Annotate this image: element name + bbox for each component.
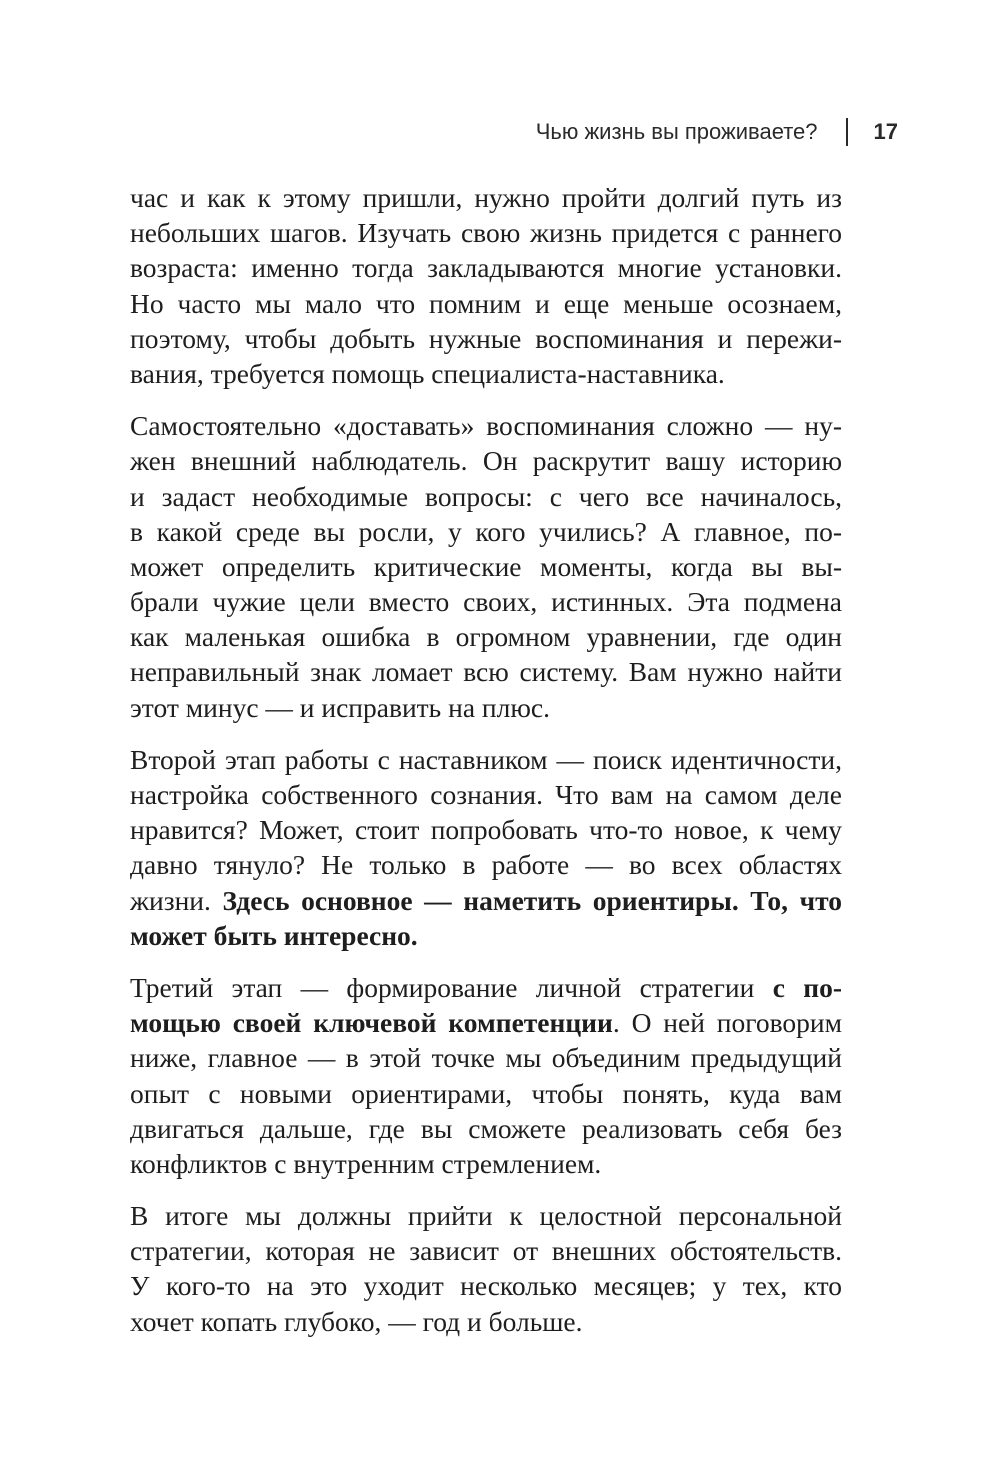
- text-line: [130, 883, 842, 918]
- paragraph: [130, 742, 842, 953]
- text-run: Но часто мы мало что помним и еще меньше осознаем,: [130, 287, 842, 319]
- text-line: [130, 321, 842, 356]
- text-line: [130, 549, 842, 584]
- text-run: как маленькая ошибка в огромном уравнении, где один: [130, 621, 842, 653]
- text-run: Третий этап — формирование личной стратегии: [130, 971, 773, 1003]
- text-line: [130, 777, 842, 812]
- text-line: [130, 619, 842, 654]
- paragraph: [130, 180, 842, 391]
- header-divider: [846, 118, 848, 146]
- text-line: [130, 1005, 842, 1040]
- chapter-title: Чью жизнь вы проживаете?: [535, 119, 818, 144]
- text-run: поэтому, чтобы добыть нужные воспоминания и пережи-: [130, 322, 842, 354]
- text-line: [130, 1233, 842, 1268]
- text-line: [130, 479, 842, 514]
- text-run: Второй этап работы с наставником — поиск идентичности,: [130, 743, 842, 775]
- text-line: [130, 1198, 842, 1233]
- text-run: конфликтов с внутренним стремлением.: [130, 1147, 602, 1179]
- text-line: [130, 970, 842, 1005]
- text-run: настройка собственного сознания. Что вам на самом деле: [130, 779, 842, 810]
- text-line: [130, 443, 842, 478]
- text-line: [130, 690, 842, 725]
- text-run: хочет копать глубоко, — год и больше.: [130, 1305, 583, 1337]
- text-run: В итоге мы должны прийти к целостной персональной: [130, 1200, 842, 1232]
- text-run: стратегии, которая не зависит от внешних обстоятельств.: [130, 1235, 842, 1267]
- text-line: [130, 1040, 842, 1075]
- text-run: брали чужие цели вместо своих, истинных. Эта подмена: [130, 586, 842, 618]
- text-run: опыт с новыми ориентирами, чтобы понять, куда вам: [130, 1077, 842, 1109]
- text-line: [130, 1146, 842, 1181]
- text-line: [130, 1076, 842, 1111]
- text-run: вания, требуется помощь специалиста-наставника.: [130, 357, 725, 389]
- text-line: [130, 514, 842, 549]
- text-run: жизни.: [130, 884, 223, 916]
- text-run: может определить критические моменты, когда вы вы-: [130, 550, 842, 582]
- text-line: [130, 356, 842, 391]
- paragraph: [130, 408, 842, 725]
- text-line: [130, 847, 842, 882]
- text-line: [130, 584, 842, 619]
- bold-text: мощью своей ключевой компетенции: [130, 1007, 613, 1039]
- text-run: небольших шагов. Изучать свою жизнь придется с раннего: [130, 217, 842, 249]
- text-line: [130, 215, 842, 250]
- text-line: [130, 918, 842, 953]
- text-run: . О ней поговорим: [612, 1007, 842, 1039]
- text-line: [130, 1304, 842, 1339]
- text-run: жен внешний наблюдатель. Он раскрутит вашу историю: [130, 445, 842, 477]
- text-run: Самостоятельно «доставать» воспоминания сложно — ну-: [130, 410, 842, 442]
- paragraph: [130, 970, 842, 1181]
- text-run: и задаст необходимые вопросы: с чего все начиналось,: [130, 480, 842, 512]
- text-run: час и как к этому пришли, нужно пройти долгий путь из: [130, 182, 842, 213]
- text-run: ниже, главное — в этой точке мы объединим предыдущий: [130, 1042, 842, 1074]
- text-line: [130, 654, 842, 689]
- bold-text: может быть интересно.: [130, 919, 418, 951]
- bold-text: Здесь основное — наметить ориентиры. То, что: [222, 884, 842, 916]
- text-run: возраста: именно тогда закладываются многие установки.: [130, 252, 842, 284]
- text-line: [130, 812, 842, 847]
- text-line: [130, 1111, 842, 1146]
- page-number: 17: [873, 119, 898, 144]
- text-run: этот минус — и исправить на плюс.: [130, 691, 550, 723]
- text-run: двигаться дальше, где вы сможете реализовать себя без: [130, 1112, 842, 1144]
- running-header: [130, 114, 898, 150]
- paragraph: [130, 1198, 842, 1339]
- text-line: [130, 1268, 842, 1303]
- text-run: давно тянуло? Не только в работе — во всех областях: [130, 849, 842, 881]
- body-text: [130, 180, 842, 1356]
- text-line: [130, 250, 842, 285]
- text-run: нравится? Может, стоит попробовать что-то новое, к чему: [130, 814, 842, 846]
- text-run: неправильный знак ломает всю систему. Вам нужно найти: [130, 656, 842, 688]
- text-run: в какой среде вы росли, у кого учились? А главное, по-: [130, 515, 842, 547]
- text-line: [130, 742, 842, 777]
- text-run: У кого-то на это уходит несколько месяцев; у тех, кто: [130, 1270, 842, 1302]
- text-line: [130, 286, 842, 321]
- text-line: [130, 180, 842, 215]
- bold-text: с по-: [772, 971, 842, 1003]
- text-line: [130, 408, 842, 443]
